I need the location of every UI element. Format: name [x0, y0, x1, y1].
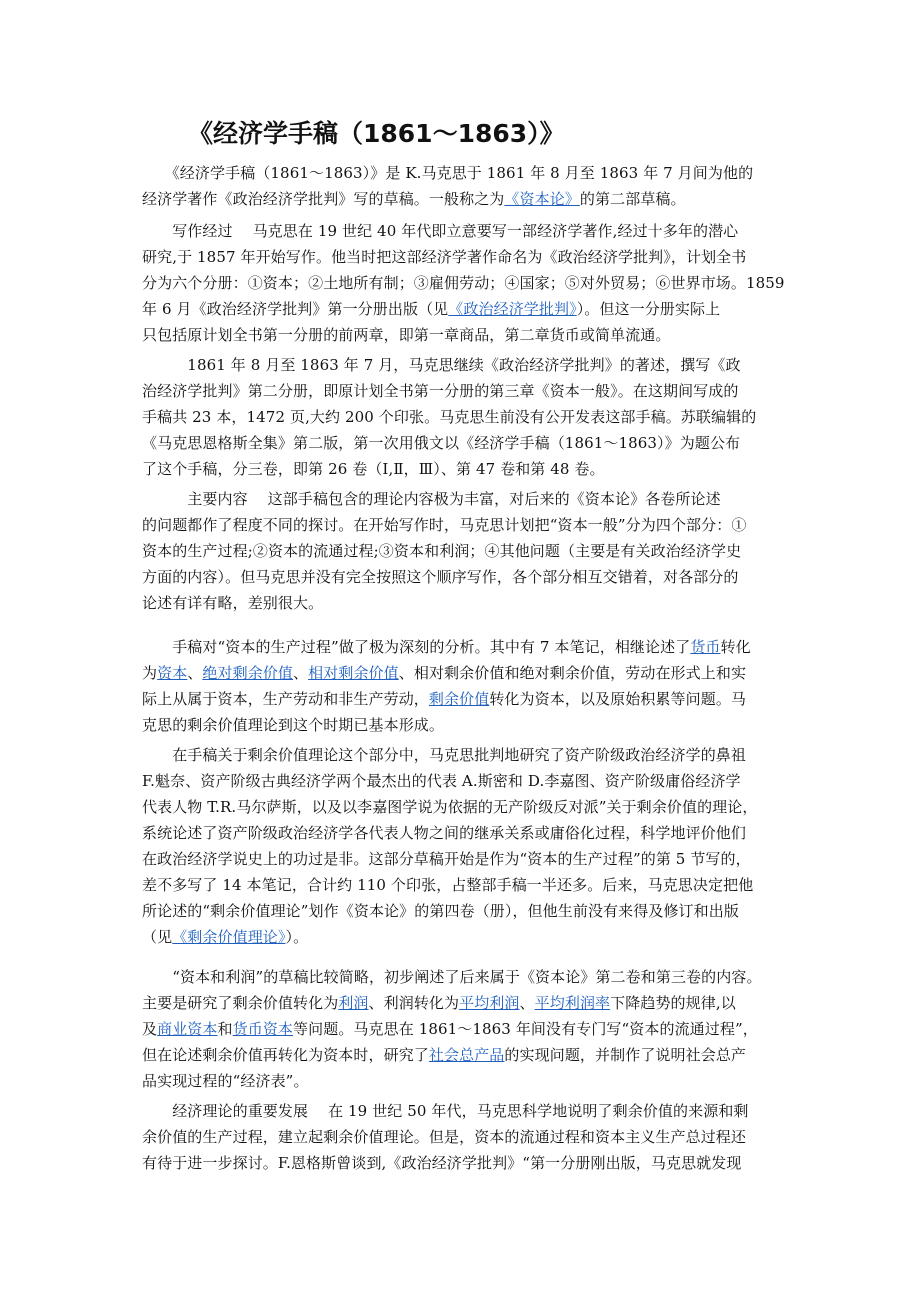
text-line: [142, 1071, 792, 1091]
term-link[interactable]: 平均利润: [459, 994, 520, 1012]
text-run: 代表人物 T.R.马尔萨斯，以及以李嘉图学说为依据的无产阶级反对派”关于剩余价值的理论，: [142, 798, 758, 816]
text-line: [142, 745, 792, 765]
text-run: 和: [217, 1020, 233, 1038]
text-line: [142, 771, 792, 791]
text-line: [142, 489, 792, 509]
text-run: 《马克思恩格斯全集》第二版，第一次用俄文以《经济学手稿（1861～1863）》为题公布: [142, 434, 741, 452]
text-run: 、: [519, 994, 535, 1012]
text-line: [142, 515, 792, 535]
text-run: 等问题。马克思在 1861～1863 年间没有专门写“资本的流通过程”，: [293, 1020, 758, 1038]
text-line: [142, 967, 792, 987]
text-line: [142, 593, 792, 613]
text-line: [142, 901, 792, 921]
text-run: 分为六个分册：①资本；②土地所有制；③雇佣劳动；④国家；⑤对外贸易；⑥世界市场。1859: [142, 274, 785, 292]
text-line: [142, 407, 792, 427]
term-link[interactable]: 剩余价值: [428, 690, 490, 708]
text-run: 的第二部草稿。: [579, 190, 686, 208]
text-run: 差不多写了 14 本笔记，合计约 110 个印张，占整部手稿一半还多。后来，马克思决定把他: [142, 876, 754, 894]
text-run: 转化为资本，以及原始积累等问题。马: [489, 690, 747, 708]
text-run: 1861 年 8 月至 1863 年 7 月，马克思继续《政治经济学批判》的著述，撰写《政: [142, 356, 741, 374]
text-line: [142, 541, 792, 561]
text-line: [142, 381, 792, 401]
text-run: 治经济学批判》第二分册，即原计划全书第一分册的第三章《资本一般》。在这期间写成的: [142, 382, 739, 400]
term-link[interactable]: 《政治经济学批判》: [448, 300, 577, 318]
term-link[interactable]: 《剩余价值理论》: [172, 928, 286, 946]
text-run: 年 6 月《政治经济学批判》第一分册出版（见: [142, 300, 449, 318]
term-link[interactable]: 货币资本: [232, 1020, 294, 1038]
text-run: 、: [187, 664, 203, 682]
text-line: [142, 1045, 792, 1065]
text-run: 主要是研究了剩余价值转化为: [142, 994, 339, 1012]
text-line: [142, 715, 792, 735]
term-link[interactable]: 资本: [157, 664, 188, 682]
document-title: 《经济学手稿（1861～1863）》: [188, 119, 565, 148]
text-run: 所论述的“剩余价值理论”划作《资本论》的第四卷（册），但他生前没有来得及修订和出版: [142, 902, 739, 920]
text-line: [142, 875, 792, 895]
text-line: [142, 797, 792, 817]
text-run: 品实现过程的“经济表”。: [142, 1072, 309, 1090]
text-line: [142, 325, 792, 345]
text-run: 论述有详有略，差别很大。: [142, 594, 324, 612]
text-line: [142, 637, 792, 657]
text-line: [142, 1153, 792, 1173]
term-link[interactable]: 商业资本: [157, 1020, 218, 1038]
text-run: 克思的剩余价值理论到这个时期已基本形成。: [142, 716, 445, 734]
text-line: [142, 1127, 792, 1147]
text-run: 下降趋势的规律,以: [610, 994, 736, 1012]
term-link[interactable]: 利润: [338, 994, 369, 1012]
text-run: 、相对剩余价值和绝对剩余价值，劳动在形式上和实: [398, 664, 747, 682]
text-run: 手稿共 23 本，1472 页,大约 200 个印张。马克思生前没有公开发表这部手稿。苏联编辑的: [142, 408, 757, 426]
text-line: [142, 355, 792, 375]
text-line: [142, 273, 792, 293]
text-run: 只包括原计划全书第一分册的前两章，即第一章商品，第二章货币或简单流通。: [142, 326, 671, 344]
term-link[interactable]: 货币: [690, 638, 721, 656]
text-line: [142, 1019, 792, 1039]
term-link[interactable]: 《资本论》: [504, 190, 580, 208]
text-run: F.魁奈、资产阶级古典经济学两个最杰出的代表 A.斯密和 D.李嘉图、资产阶级庸俗经济学: [142, 772, 741, 790]
text-line: [142, 823, 792, 843]
text-line: [142, 689, 792, 709]
text-run: 的实现问题，并制作了说明社会总产: [504, 1046, 747, 1064]
text-line: [142, 1101, 792, 1121]
text-line: [142, 433, 792, 453]
text-line: [142, 459, 792, 479]
text-run: ）。: [285, 928, 309, 946]
text-run: 《经济学手稿（1861～1863）》是 K.马克思于 1861 年 8 月至 1863 年 7 月间为他的: [142, 164, 754, 182]
text-run: 写作经过 马克思在 19 世纪 40 年代即立意要写一部经济学著作,经过十多年的潜心: [142, 222, 739, 240]
text-run: 资本的生产过程;②资本的流通过程;③资本和利润；④其他问题（主要是有关政治经济学史: [142, 542, 742, 560]
text-line: [142, 299, 792, 319]
text-run: 方面的内容）。但马克思并没有完全按照这个顺序写作，各个部分相互交错着，对各部分的: [142, 568, 739, 586]
text-run: 但在论述剩余价值再转化为资本时，研究了: [142, 1046, 429, 1064]
text-line: [142, 927, 792, 947]
text-run: 在手稿关于剩余价值理论这个部分中，马克思批判地研究了资产阶级政治经济学的鼻祖: [142, 746, 747, 764]
text-run: 的问题都作了程度不同的探讨。在开始写作时，马克思计划把“资本一般”分为四个部分：①: [142, 516, 747, 534]
term-link[interactable]: 社会总产品: [428, 1046, 505, 1064]
text-run: 有待于进一步探讨。F.恩格斯曾谈到,《政治经济学批判》“第一分册刚出版，马克思就发现: [142, 1154, 742, 1172]
text-run: 手稿对“资本的生产过程”做了极为深刻的分析。其中有 7 本笔记，相继论述了: [142, 638, 691, 656]
text-run: 主要内容 这部手稿包含的理论内容极为丰富，对后来的《资本论》各卷所论述: [142, 490, 721, 508]
text-run: ）。但这一分册实际上: [576, 300, 721, 318]
text-run: 、: [293, 664, 309, 682]
text-run: 转化: [720, 638, 751, 656]
text-run: 为: [142, 664, 158, 682]
term-link[interactable]: 平均利润率: [534, 994, 611, 1012]
text-line: [142, 221, 792, 241]
text-run: （见: [142, 928, 173, 946]
text-run: 余价值的生产过程，建立起剩余价值理论。但是，资本的流通过程和资本主义生产总过程还: [142, 1128, 747, 1146]
text-line: [142, 567, 792, 587]
text-line: [142, 189, 792, 209]
text-line: [142, 163, 792, 183]
term-link[interactable]: 绝对剩余价值: [202, 664, 294, 682]
text-line: [142, 663, 792, 683]
text-run: 际上从属于资本，生产劳动和非生产劳动，: [142, 690, 429, 708]
text-run: “资本和利润”的草稿比较简略，初步阐述了后来属于《资本论》第二卷和第三卷的内容。: [142, 968, 762, 986]
text-line: [142, 849, 792, 869]
text-run: 经济学著作《政治经济学批判》写的草稿。一般称之为: [142, 190, 505, 208]
text-line: [142, 247, 792, 267]
text-run: 、利润转化为: [368, 994, 460, 1012]
text-run: 了这个手稿，分三卷，即第 26 卷（Ⅰ,Ⅱ，Ⅲ）、第 47 卷和第 48 卷。: [142, 460, 605, 478]
text-run: 系统论述了资产阶级政治经济学各代表人物之间的继承关系或庸俗化过程，科学地评价他们: [142, 824, 747, 842]
term-link[interactable]: 相对剩余价值: [308, 664, 399, 682]
text-run: 研究,于 1857 年开始写作。他当时把这部经济学著作命名为《政治经济学批判》，计划全书: [142, 248, 747, 266]
text-run: 经济理论的重要发展 在 19 世纪 50 年代，马克思科学地说明了剩余价值的来源和剩: [142, 1102, 749, 1120]
text-run: 及: [142, 1020, 158, 1038]
text-line: [142, 993, 792, 1013]
text-run: 在政治经济学说史上的功过是非。这部分草稿开始是作为“资本的生产过程”的第 5 节写的，: [142, 850, 751, 868]
